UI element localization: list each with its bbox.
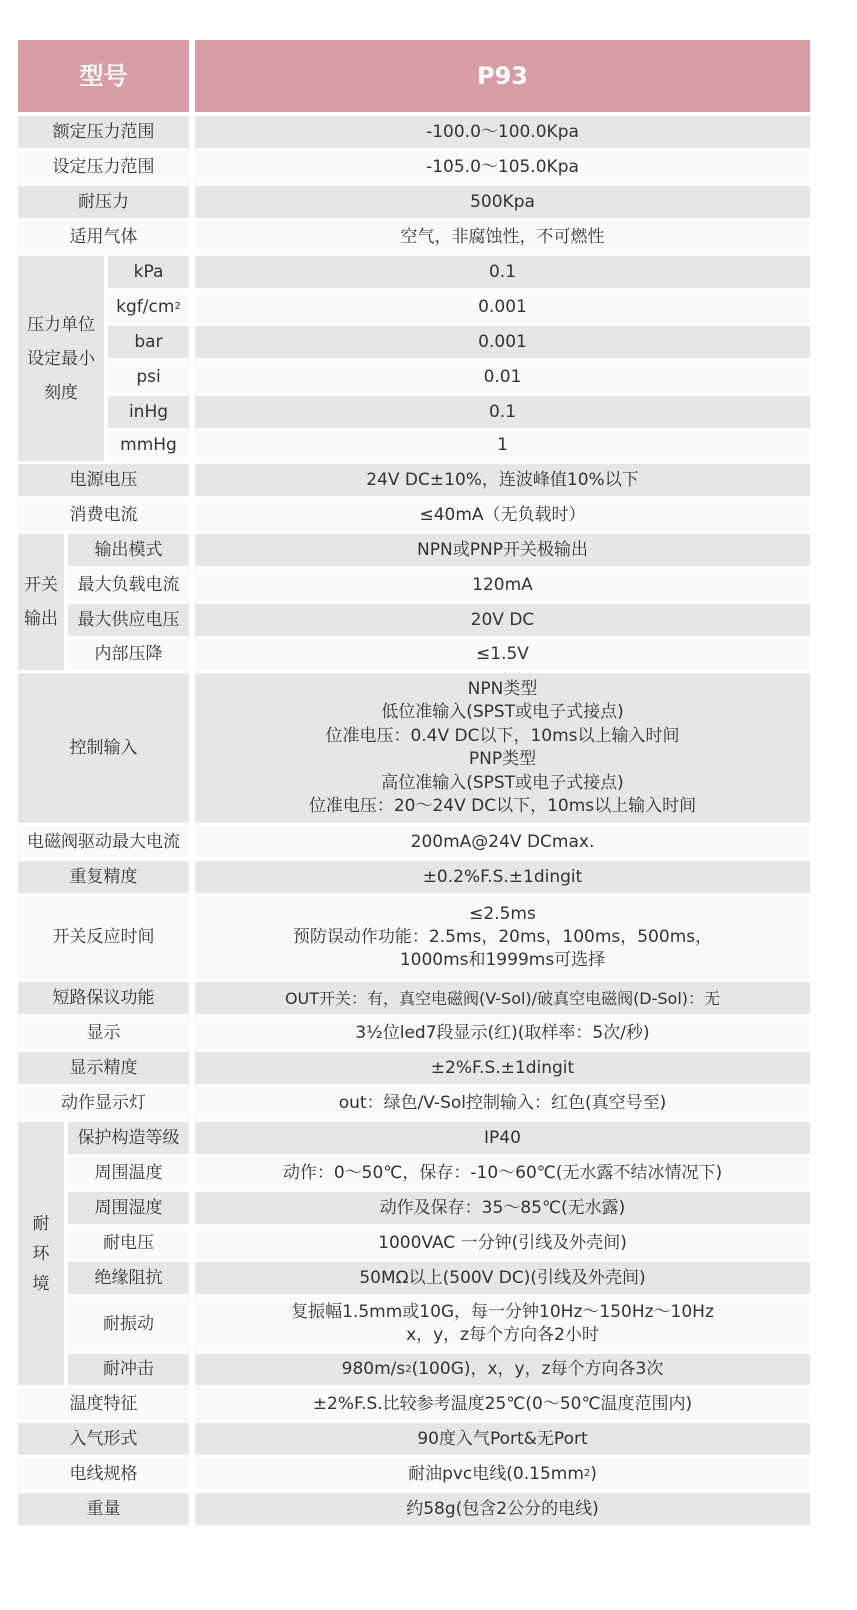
control-input-line: 低位准输入(SPST或电子式接点) (381, 702, 624, 722)
unit-psi-value: 0.01 (195, 361, 810, 393)
current-consumption-value: ≤40mA（无负载时） (195, 499, 810, 531)
switch-output-label-line: 开关 (24, 575, 58, 595)
ambient-temperature-value: 动作：0～50℃，保存：-10～60℃(无水露不结冰情况下) (195, 1157, 810, 1189)
proof-pressure-label: 耐压力 (18, 186, 189, 218)
unit-psi: psi (108, 361, 189, 393)
unit-group-label-line: 刻度 (44, 382, 78, 403)
model-header-label: 型号 (18, 40, 189, 112)
unit-mmhg: mmHg (108, 430, 189, 461)
insulation-label: 绝缘阻抗 (68, 1262, 189, 1294)
valve-current-label: 电磁阀驱动最大电流 (18, 826, 189, 858)
withstand-voltage-value: 1000VAC 一分钟(引线及外壳间) (195, 1227, 810, 1259)
cable-value-pre: 耐油pvc电线(0.15mm (408, 1463, 584, 1484)
unit-kpa-value: 0.1 (195, 256, 810, 288)
protection-class-label: 保护构造等级 (68, 1122, 189, 1154)
valve-current-value: 200mA@24V DCmax. (195, 826, 810, 858)
supply-voltage-label: 电源电压 (18, 464, 189, 496)
indicator-value: out：绿色/V-Sol控制输入：红色(真空号至) (195, 1087, 810, 1119)
response-time-line: 预防误动作功能：2.5ms，20ms，100ms，500ms， (292, 927, 713, 947)
control-input-label: 控制输入 (18, 673, 189, 823)
max-supply-voltage-value: 20V DC (195, 604, 810, 636)
display-accuracy-label: 显示精度 (18, 1052, 189, 1084)
max-supply-voltage-label: 最大供应电压 (68, 604, 189, 636)
unit-inhg-value: 0.1 (195, 396, 810, 428)
response-time-line: ≤2.5ms (469, 904, 536, 924)
shock-value-pre: 980m/s (341, 1359, 406, 1379)
fluid-value: 空气，非腐蚀性，不可燃性 (195, 221, 810, 253)
cable-value: 耐油pvc电线(0.15mm 2 ) (195, 1458, 810, 1490)
set-pressure-label: 设定压力范围 (18, 151, 189, 183)
unit-group-label-line: 压力单位 (27, 314, 95, 335)
rated-pressure-value: -100.0～100.0Kpa (195, 116, 810, 148)
proof-pressure-value: 500Kpa (195, 186, 810, 218)
output-mode-label: 输出模式 (68, 534, 189, 566)
vibration-value (195, 1297, 810, 1351)
unit-inhg: inHg (108, 396, 189, 428)
protection-class-value: IP40 (195, 1122, 810, 1154)
ambient-temperature-label: 周围温度 (68, 1157, 189, 1189)
shock-value-post: (100G)，x，y，z每个方向各3次 (411, 1359, 664, 1379)
switch-output-label-line: 输出 (24, 609, 58, 629)
supply-voltage-value: 24V DC±10%，连波峰值10%以下 (195, 464, 810, 496)
vibration-line: 复振幅1.5mm或10G，每一分钟10Hz～150Hz～10Hz (291, 1302, 714, 1322)
unit-bar-value: 0.001 (195, 326, 810, 358)
output-mode-value: NPN或PNP开关极输出 (195, 534, 810, 566)
repeatability-label: 重复精度 (18, 861, 189, 893)
unit-kgfcm2: kgf/cm 2 (108, 291, 189, 323)
short-protection-label: 短路保议功能 (18, 982, 189, 1014)
max-load-current-value: 120mA (195, 569, 810, 601)
weight-label: 重量 (18, 1493, 189, 1525)
voltage-drop-label: 内部压降 (68, 639, 189, 670)
cable-value-post: ) (590, 1463, 597, 1484)
indicator-label: 动作显示灯 (18, 1087, 189, 1119)
unit-group-label-line: 设定最小 (27, 348, 95, 369)
unit-bar: bar (108, 326, 189, 358)
response-time-line: 1000ms和1999ms可选择 (399, 950, 606, 970)
response-time-label: 开关反应时间 (18, 896, 189, 979)
control-input-line: 位准电压：20～24V DC以下，10ms以上输入时间 (308, 796, 697, 816)
display-value: 3½位led7段显示(红)(取样率：5次/秒) (195, 1017, 810, 1049)
shock-value: 980m/s 2 (100G)，x，y，z每个方向各3次 (195, 1354, 810, 1385)
switch-output-label (18, 534, 64, 670)
temperature-char-value: ±2%F.S.比较参考温度25℃(0～50℃温度范围内) (195, 1388, 810, 1420)
control-input-line: 高位准输入(SPST或电子式接点) (381, 772, 624, 793)
model-header-value: P93 (195, 40, 810, 112)
response-time-value (195, 896, 810, 979)
port-value: 90度入气Port&无Port (195, 1423, 810, 1455)
cable-label: 电线规格 (18, 1458, 189, 1490)
control-input-line: 位准电压：0.4V DC以下，10ms以上输入时间 (325, 725, 680, 746)
voltage-drop-value: ≤1.5V (195, 639, 810, 670)
temperature-char-label: 温度特征 (18, 1388, 189, 1420)
unit-kgfcm2-value: 0.001 (195, 291, 810, 323)
weight-value: 约58g(包含2公分的电线) (195, 1493, 810, 1525)
insulation-value: 50MΩ以上(500V DC)(引线及外壳间) (195, 1262, 810, 1294)
control-input-value (195, 673, 810, 823)
repeatability-value: ±0.2%F.S.±1dingit (195, 861, 810, 893)
unit-kgfcm2-text: kgf/cm (116, 296, 175, 317)
unit-mmhg-value: 1 (195, 430, 810, 461)
fluid-label: 适用气体 (18, 221, 189, 253)
ambient-humidity-label: 周围湿度 (68, 1192, 189, 1224)
display-label: 显示 (18, 1017, 189, 1049)
max-load-current-label: 最大负载电流 (68, 569, 189, 601)
current-consumption-label: 消费电流 (18, 499, 189, 531)
environment-label-char: 境 (32, 1273, 50, 1294)
set-pressure-value: -105.0～105.0Kpa (195, 151, 810, 183)
withstand-voltage-label: 耐电压 (68, 1227, 189, 1259)
port-label: 入气形式 (18, 1423, 189, 1455)
control-input-line: NPN类型 (467, 678, 538, 699)
control-input-line: PNP类型 (468, 749, 537, 769)
vibration-label: 耐振动 (68, 1297, 189, 1351)
rated-pressure-label: 额定压力范围 (18, 116, 189, 148)
ambient-humidity-value: 动作及保存：35～85℃(无水露) (195, 1192, 810, 1224)
environment-label (18, 1122, 64, 1385)
unit-kpa: kPa (108, 256, 189, 288)
unit-group-label (18, 256, 104, 461)
short-protection-value: OUT开关：有，真空电磁阀(V-Sol)/破真空电磁阀(D-Sol)：无 (195, 982, 810, 1014)
vibration-line: x，y，z每个方向各2小时 (406, 1325, 599, 1345)
environment-label-char: 耐 (32, 1213, 50, 1234)
environment-label-char: 环 (32, 1243, 50, 1264)
shock-label: 耐冲击 (68, 1354, 189, 1385)
display-accuracy-value: ±2%F.S.±1dingit (195, 1052, 810, 1084)
